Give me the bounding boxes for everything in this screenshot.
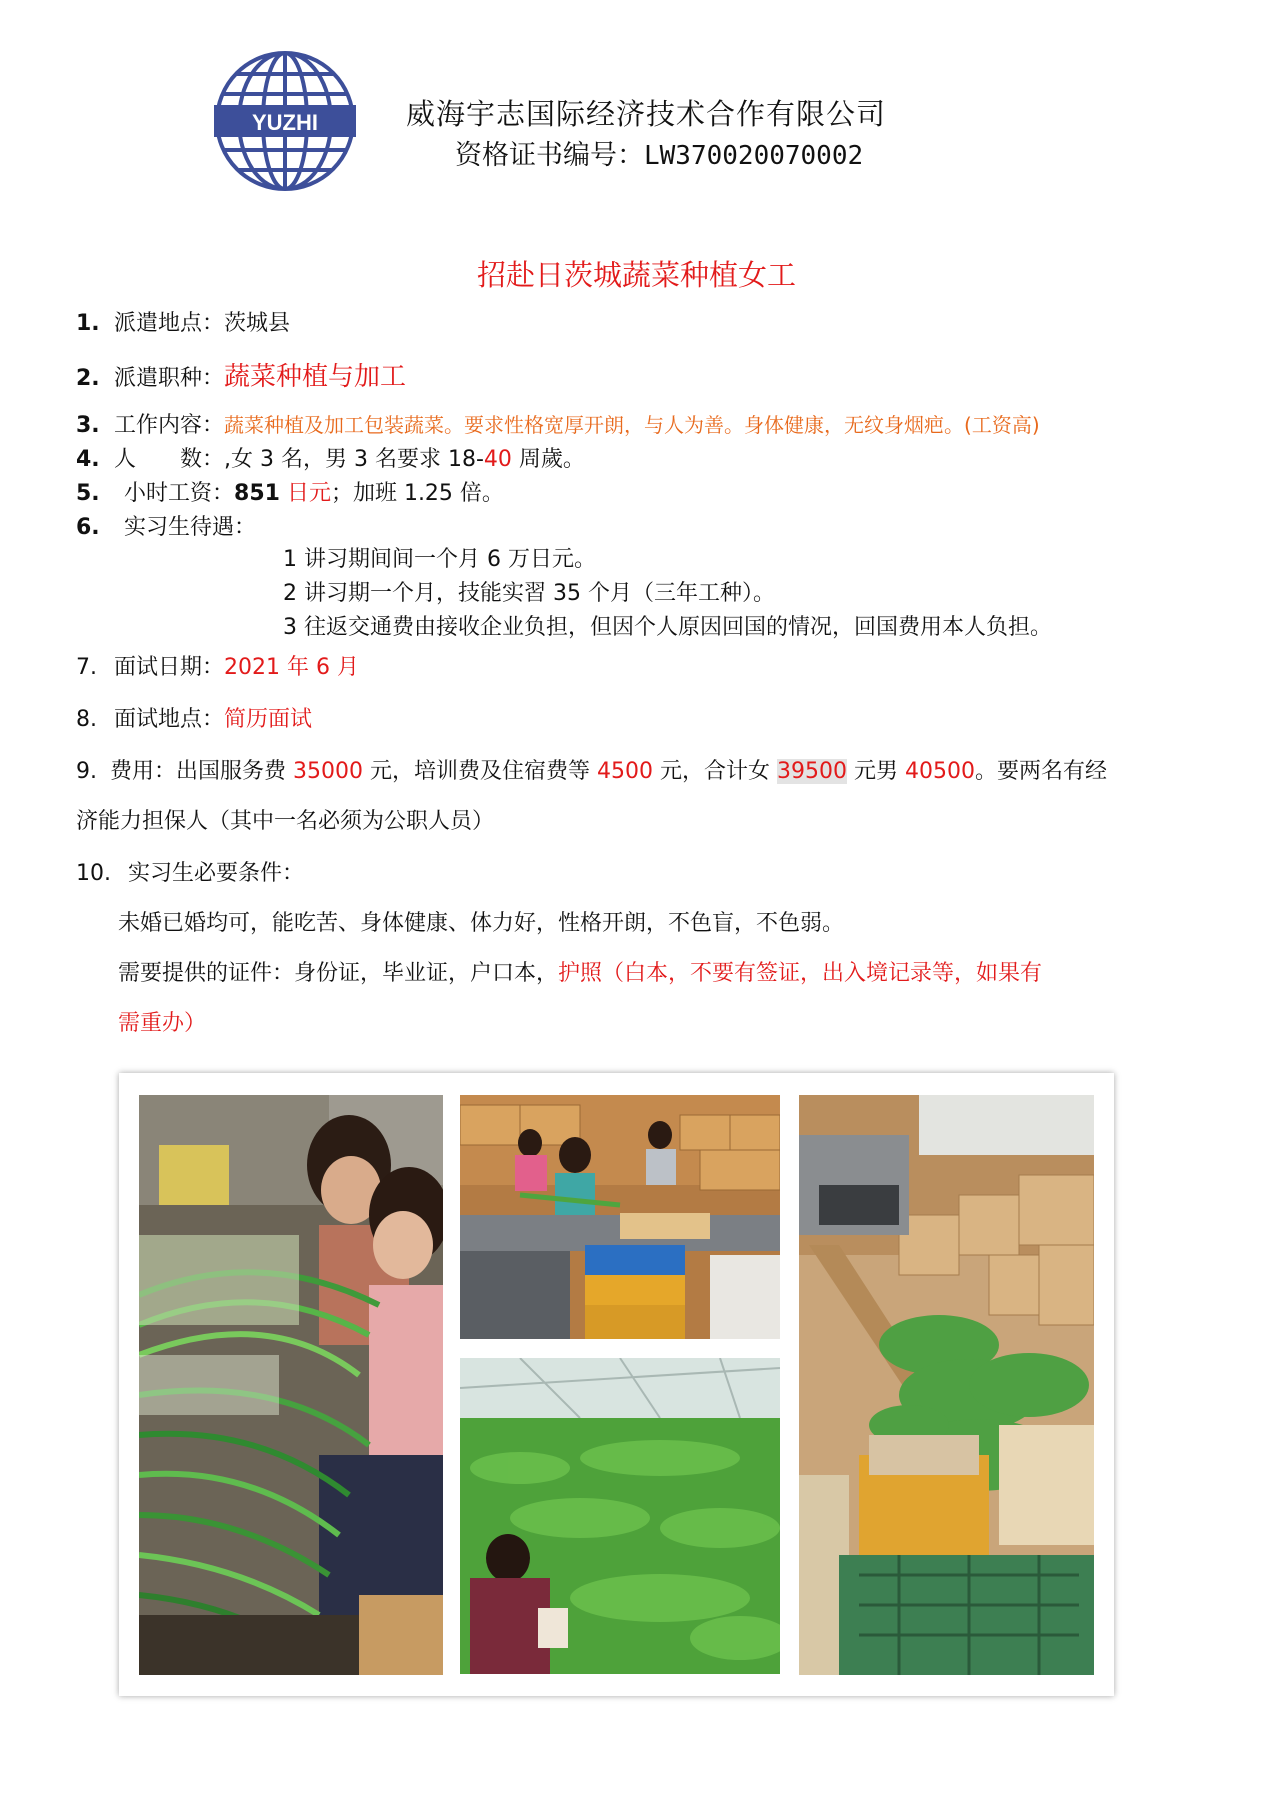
- item-fees-continued: 济能力担保人（其中一名必须为公职人员）: [76, 809, 495, 834]
- item-interview-location: [76, 702, 312, 733]
- fee-text: 。要两名有经: [975, 759, 1108, 784]
- benefit-line-3: 3 往返交通费由接收企业负担，但因个人原因回国的情况，回国费用本人负担。: [283, 615, 1052, 640]
- item-label: 费用：出国服务费: [110, 759, 293, 784]
- license-code: LW370020070002: [644, 141, 864, 171]
- fee-text: 元男: [847, 759, 905, 784]
- photo-sorting-onions: [139, 1095, 443, 1675]
- benefit-line-2: 2 讲习期一个月，技能实習 35 个月（三年工种）。: [283, 581, 775, 606]
- wage-amount: 851: [234, 481, 280, 506]
- item-label: 面试日期：: [114, 655, 225, 680]
- passport-note-continued: 需重办）: [118, 1011, 207, 1036]
- documents-label: 需要提供的证件：身份证，毕业证，户口本，: [118, 961, 559, 986]
- total-fee-female: 39500: [777, 759, 847, 784]
- age-limit: 40: [483, 447, 512, 472]
- overtime-rate: ；加班 1.25 倍。: [330, 481, 504, 506]
- item-interview-date: [76, 650, 359, 681]
- item-number: 8.: [76, 707, 97, 732]
- fee-text: 元，合计女: [653, 759, 777, 784]
- item-value: 2021 年 6 月: [224, 655, 359, 680]
- item-number: 10.: [76, 861, 111, 886]
- wage-unit: 日元: [279, 481, 331, 506]
- required-documents: [118, 956, 1042, 987]
- item-value: 简历面试: [224, 707, 313, 732]
- company-logo: [214, 50, 356, 192]
- item-label: 面试地点：: [114, 707, 225, 732]
- item-number: 3.: [76, 413, 100, 438]
- photo-collage: [119, 1073, 1114, 1696]
- item-label: 实习生必要条件：: [128, 861, 305, 886]
- fee-text: 元，培训费及住宿费等: [363, 759, 597, 784]
- photo-greenhouse: [460, 1358, 780, 1674]
- item-hourly-wage: [76, 476, 504, 507]
- item-number: 6.: [76, 515, 100, 540]
- item-number: 7.: [76, 655, 97, 680]
- item-benefits: [76, 510, 256, 541]
- photo-processing-room: [799, 1095, 1094, 1675]
- logo-text: YUZHI: [252, 110, 318, 135]
- item-job-type: [76, 356, 406, 393]
- item-number: 5.: [76, 481, 100, 506]
- item-value: 蔬菜种植及加工包装蔬菜。要求性格宽厚开朗，与人为善。身体健康，无纹身烟疤。(工资高): [224, 413, 1040, 437]
- item-number: 4.: [76, 447, 100, 472]
- item-value-suffix: 周歲。: [511, 447, 585, 472]
- item-label: 工作内容：: [114, 413, 225, 438]
- item-headcount: [76, 442, 585, 473]
- item-label: 人 数：: [114, 447, 225, 472]
- benefit-line-1: 1 讲习期间间一个月 6 万日元。: [283, 547, 596, 572]
- item-number: 9.: [76, 759, 97, 784]
- item-dispatch-location: [76, 306, 290, 337]
- training-fee: 4500: [597, 759, 653, 784]
- company-name: 威海宇志国际经济技术合作有限公司: [406, 97, 887, 131]
- license-number: [455, 133, 863, 172]
- total-fee-male: 40500: [905, 759, 975, 784]
- item-number: 1.: [76, 311, 100, 336]
- item-requirements: [76, 856, 304, 887]
- page-title: 招赴日茨城蔬菜种植女工: [476, 258, 796, 292]
- item-work-content: [76, 408, 1040, 439]
- service-fee: 35000: [293, 759, 363, 784]
- item-value: ,女 3 名，男 3 名要求 18-: [224, 447, 484, 472]
- photo-packing-line: [460, 1095, 780, 1339]
- license-label: 资格证书编号：: [455, 140, 644, 171]
- item-value: 茨城县: [224, 311, 291, 336]
- requirement-conditions: 未婚已婚均可，能吃苦、身体健康、体力好，性格开朗，不色盲，不色弱。: [118, 911, 845, 936]
- item-label: 派遣职种：: [114, 366, 225, 391]
- item-label: 派遣地点：: [114, 311, 225, 336]
- item-value: 蔬菜种植与加工: [224, 362, 407, 392]
- item-fees: [76, 754, 1107, 785]
- passport-note: 护照（白本，不要有签证，出入境记录等，如果有: [558, 961, 1043, 986]
- item-label: 实习生待遇：: [124, 515, 257, 540]
- item-label: 小时工资：: [124, 481, 235, 506]
- item-number: 2.: [76, 366, 100, 391]
